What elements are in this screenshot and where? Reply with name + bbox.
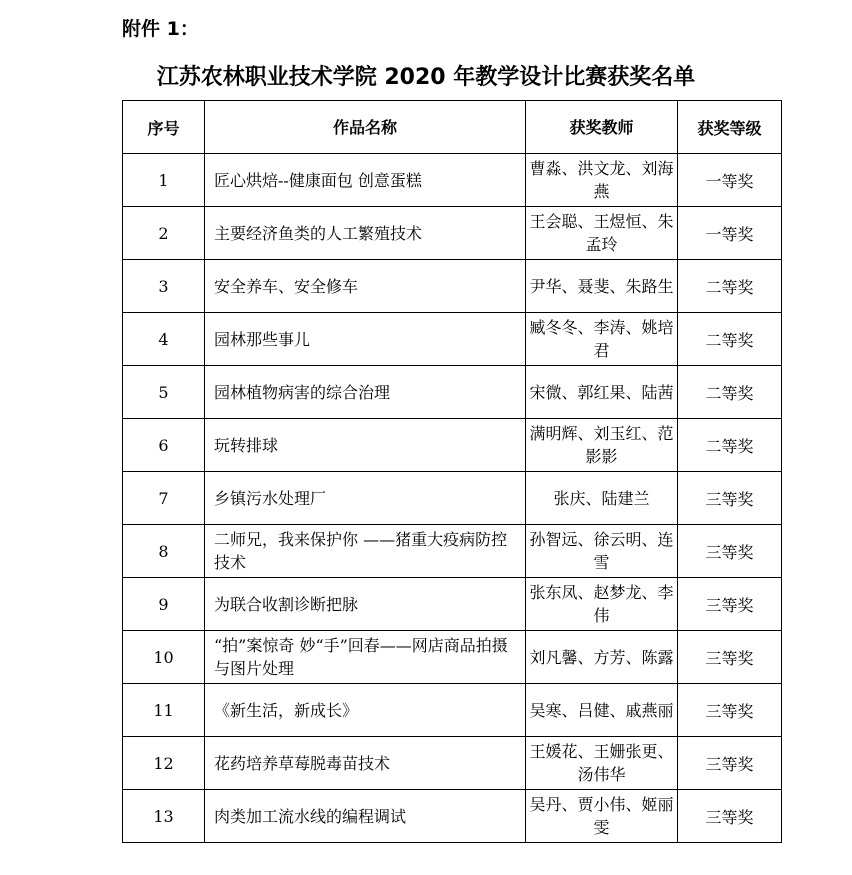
- row-level: 三等奖: [678, 631, 782, 684]
- table-row: [123, 313, 782, 366]
- row-level: 二等奖: [678, 419, 782, 472]
- row-number: 7: [123, 472, 205, 525]
- row-teachers: 孙智远、徐云明、连雪: [526, 525, 678, 578]
- row-number: 4: [123, 313, 205, 366]
- row-number: 6: [123, 419, 205, 472]
- row-work: 匠心烘焙--健康面包 创意蛋糕: [205, 154, 526, 207]
- row-level: 三等奖: [678, 737, 782, 790]
- row-number: 11: [123, 684, 205, 737]
- row-number: 5: [123, 366, 205, 419]
- row-teachers: 张东凤、赵梦龙、李伟: [526, 578, 678, 631]
- row-number: 1: [123, 154, 205, 207]
- row-teachers: 宋微、郭红果、陆茜: [526, 366, 678, 419]
- row-work: 玩转排球: [205, 419, 526, 472]
- row-teachers: 王会聪、王煜恒、朱孟玲: [526, 207, 678, 260]
- table-row: [123, 207, 782, 260]
- table-row: [123, 737, 782, 790]
- row-level: 一等奖: [678, 154, 782, 207]
- page-title: 江苏农林职业技术学院 2020 年教学设计比赛获奖名单: [156, 65, 696, 90]
- header-teachers: 获奖教师: [526, 101, 678, 154]
- row-number: 13: [123, 790, 205, 843]
- row-work: 园林植物病害的综合治理: [205, 366, 526, 419]
- row-work: 安全养车、安全修车: [205, 260, 526, 313]
- row-work: 园林那些事儿: [205, 313, 526, 366]
- row-number: 12: [123, 737, 205, 790]
- row-level: 三等奖: [678, 684, 782, 737]
- attachment-label: 附件 1：: [122, 18, 199, 40]
- row-number: 9: [123, 578, 205, 631]
- row-number: 10: [123, 631, 205, 684]
- header-work: 作品名称: [205, 101, 526, 154]
- header-level: 获奖等级: [678, 101, 782, 154]
- row-number: 8: [123, 525, 205, 578]
- table-row: [123, 631, 782, 684]
- table-row: [123, 684, 782, 737]
- row-teachers: 曹淼、洪文龙、刘海燕: [526, 154, 678, 207]
- row-work: 肉类加工流水线的编程调试: [205, 790, 526, 843]
- row-level: 一等奖: [678, 207, 782, 260]
- row-teachers: 满明辉、刘玉红、范影影: [526, 419, 678, 472]
- row-work: 二师兄，我来保护你 ——猪重大疫病防控技术: [205, 525, 526, 578]
- row-level: 三等奖: [678, 578, 782, 631]
- row-work: 乡镇污水处理厂: [205, 472, 526, 525]
- row-work: 《新生活，新成长》: [205, 684, 526, 737]
- row-level: 二等奖: [678, 313, 782, 366]
- row-level: 三等奖: [678, 790, 782, 843]
- award-table: [122, 100, 782, 843]
- row-teachers: 臧冬冬、李涛、姚培君: [526, 313, 678, 366]
- table-row: [123, 366, 782, 419]
- row-work: 为联合收割诊断把脉: [205, 578, 526, 631]
- row-level: 二等奖: [678, 366, 782, 419]
- table-row: [123, 790, 782, 843]
- row-work: 花药培养草莓脱毒苗技术: [205, 737, 526, 790]
- row-level: 三等奖: [678, 525, 782, 578]
- row-level: 二等奖: [678, 260, 782, 313]
- table-row: [123, 578, 782, 631]
- table-row: [123, 472, 782, 525]
- row-work: 主要经济鱼类的人工繁殖技术: [205, 207, 526, 260]
- row-teachers: 张庆、陆建兰: [526, 472, 678, 525]
- table-row: [123, 419, 782, 472]
- table-row: [123, 525, 782, 578]
- row-teachers: 尹华、聂斐、朱路生: [526, 260, 678, 313]
- header-number: 序号: [123, 101, 205, 154]
- row-teachers: 吴丹、贾小伟、姬丽雯: [526, 790, 678, 843]
- table-row: [123, 154, 782, 207]
- table-header-row: [123, 101, 782, 154]
- row-number: 2: [123, 207, 205, 260]
- row-number: 3: [123, 260, 205, 313]
- row-teachers: 刘凡馨、方芳、陈露: [526, 631, 678, 684]
- row-work: “拍”案惊奇 妙“手”回春——网店商品拍摄与图片处理: [205, 631, 526, 684]
- table-row: [123, 260, 782, 313]
- row-level: 三等奖: [678, 472, 782, 525]
- row-teachers: 吴寒、吕健、戚燕丽: [526, 684, 678, 737]
- row-teachers: 王媛花、王姗张更、汤伟华: [526, 737, 678, 790]
